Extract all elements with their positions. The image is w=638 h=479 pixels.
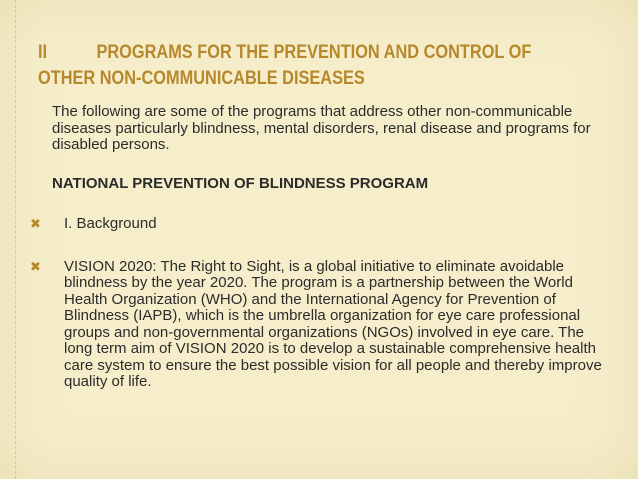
title-number: II (38, 42, 48, 63)
slide-content (30, 103, 610, 391)
list-item-text: I. Background (64, 215, 157, 232)
slide-title (38, 40, 537, 92)
list-item (30, 257, 610, 391)
title-line-1 (38, 40, 537, 66)
decorative-divider (15, 0, 16, 479)
list-item-text: VISION 2020: The Right to Sight, is a global initiative to eliminate avoidable blindness by the year 2020. The program is a partnership between the World Health Organization (WHO) and the International Agency for Prevention of Blindness (IAPB), which is the umbrella organization for eye care professional groups and non-governmental organizations (NGOs) involved in eye care. The long term aim of VISION 2020 is to develop a sustainable comprehensive health care system to ensure the best possible vision for all people and thereby improve quality of life. (64, 257, 602, 390)
x-bullet-icon: ✖ (30, 217, 41, 232)
title-line-2: OTHER NON-COMMUNICABLE DISEASES (38, 68, 365, 89)
section-subheading: NATIONAL PREVENTION OF BLINDNESS PROGRAM (52, 174, 429, 192)
title-line-1-text: PROGRAMS FOR THE PREVENTION AND CONTROL OF (96, 42, 532, 63)
list-item (30, 215, 610, 233)
intro-paragraph: The following are some of the programs that address other non-communicable diseases particularly blindness, mental disorders, renal disease and programs for disabled persons. (52, 103, 591, 153)
x-bullet-icon: ✖ (30, 259, 41, 275)
